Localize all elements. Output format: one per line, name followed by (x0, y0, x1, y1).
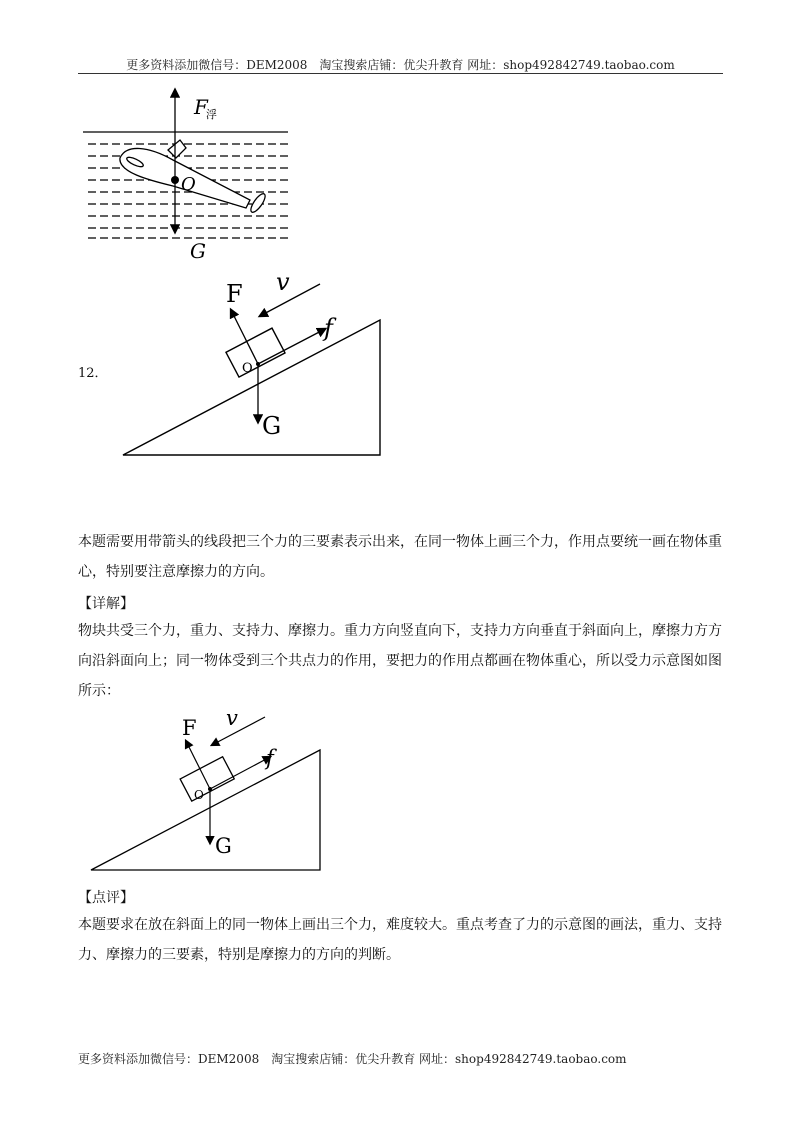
page-footer: 更多资料添加微信号：DEM2008 淘宝搜索店铺：优尖升教育 网址：shop492842749.taobao.com (78, 1052, 627, 1066)
buoyancy-diagram (78, 82, 298, 267)
gravity-label: G (262, 412, 282, 440)
center-point (256, 362, 260, 366)
question-number: 12． (78, 366, 108, 381)
velocity-arrow (260, 284, 320, 316)
incline-diagram-answer (88, 705, 328, 875)
comment-text: 本题要求在放在斜面上的同一物体上画出三个力，难度较大。重点考查了力的示意图的画法，重力、支持力、摩擦力的三要素，特别是摩擦力的方向的判断。 (78, 917, 722, 963)
block (180, 757, 234, 801)
buoyancy-subscript: 浮 (206, 108, 217, 121)
center-point (171, 176, 179, 184)
velocity-label: v (276, 272, 290, 296)
incline-diagram-main (118, 272, 393, 462)
center-label: O (242, 361, 253, 376)
buoyancy-label: F (194, 95, 208, 119)
gravity-label: G (215, 834, 232, 858)
friction-label: f (324, 314, 333, 342)
center-point (208, 787, 212, 791)
gravity-label: G (190, 239, 206, 263)
detail-tag: 【详解】 (78, 596, 134, 612)
friction-label: f (266, 746, 274, 770)
center-label: O (194, 788, 204, 802)
center-label: O (181, 174, 196, 195)
block (226, 328, 285, 377)
header-divider (78, 73, 723, 74)
analysis-text: 本题需要用带箭头的线段把三个力的三要素表示出来，在同一物体上画三个力，作用点要统一画在物体重心，特别要注意摩擦力的方向。 (78, 534, 722, 580)
support-label: F (182, 716, 197, 740)
support-label: F (226, 280, 243, 308)
velocity-label: v (226, 706, 238, 730)
detail-text: 物块共受三个力，重力、支持力、摩擦力。重力方向竖直向下，支持力方向垂直于斜面向上，摩擦力方方向沿斜面向上；同一物体受到三个共点力的作用，要把力的作用点都画在物体重心，所以受力示意图如图所示： (78, 623, 722, 699)
page-header: 更多资料添加微信号：DEM2008 淘宝搜索店铺：优尖升教育 网址：shop492842749.taobao.com (126, 58, 675, 72)
velocity-arrow (212, 717, 265, 745)
comment-tag: 【点评】 (78, 890, 134, 906)
